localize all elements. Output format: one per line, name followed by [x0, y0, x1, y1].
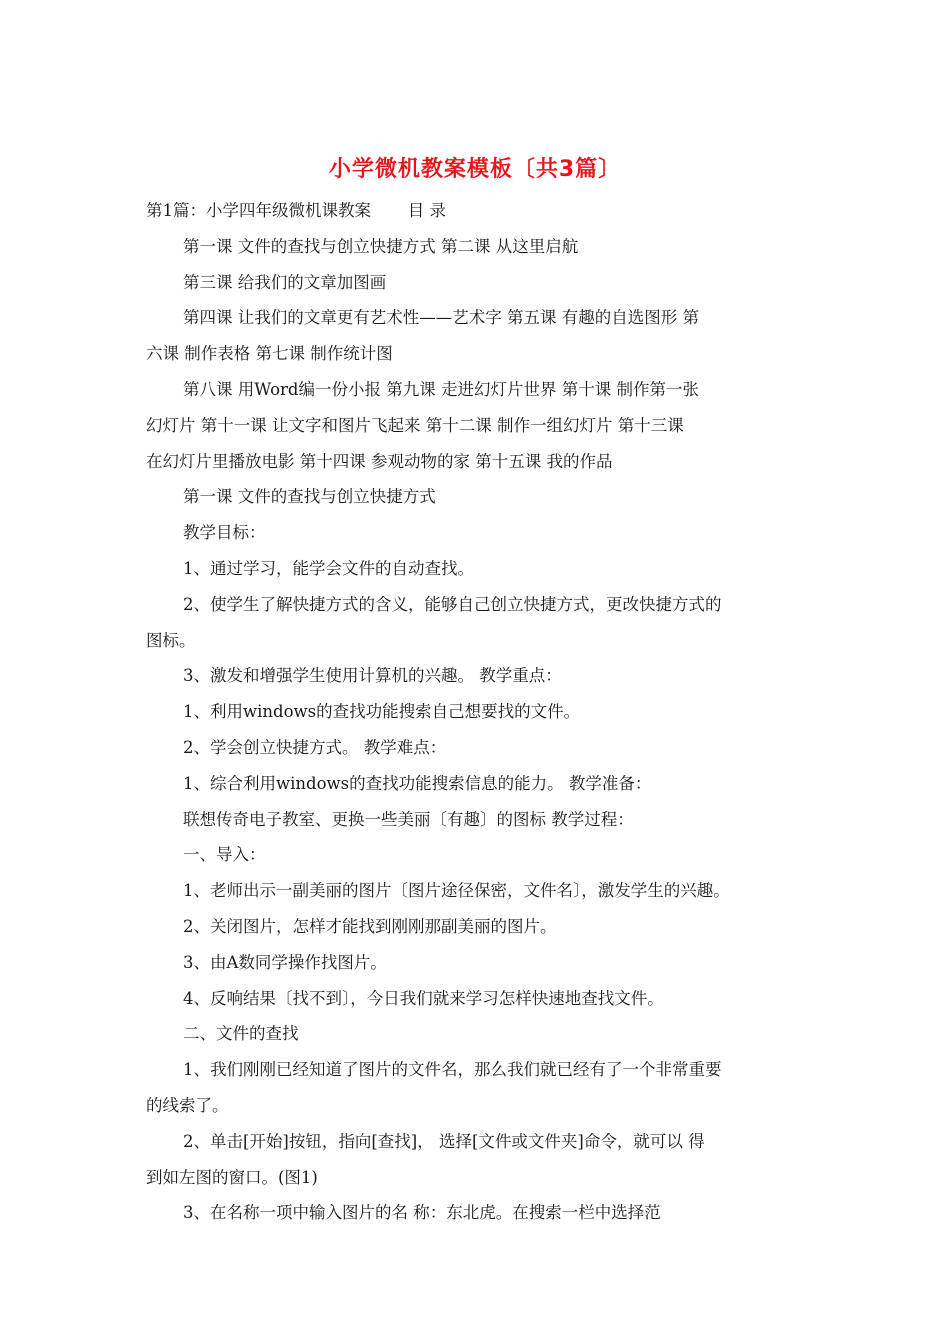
body-line: 1、老师出示一副美丽的图片〔图片途径保密，文件名〕，激发学生的兴趣。	[183, 881, 730, 901]
body-line: 联想传奇电子教室、更换一些美丽〔有趣〕的图标 教学过程：	[183, 809, 634, 829]
body-line: 1、综合利用windows的查找功能搜索信息的能力。 教学准备：	[183, 773, 652, 793]
body-line: 图标。	[146, 630, 196, 650]
body-line: 二、文件的查找	[183, 1024, 299, 1044]
body-line: 3、激发和增强学生使用计算机的兴趣。 教学重点：	[183, 666, 562, 686]
body-line: 3、由A数同学操作找图片。	[183, 952, 387, 972]
body-line: 第八课 用Word编一份小报 第九课 走进幻灯片世界 第十课 制作第一张	[183, 379, 699, 399]
body-line: 幻灯片 第十一课 让文字和图片飞起来 第十二课 制作一组幻灯片 第十三课	[146, 415, 684, 435]
body-line: 到如左图的窗口。(图1)	[146, 1167, 318, 1187]
body-line: 的线索了。	[146, 1095, 229, 1115]
body-line: 2、单击[开始]按钮，指向[查找]， 选择[文件或文件夹]命令，就可以 得	[183, 1131, 705, 1151]
document-title: 小学微机教案模板〔共3篇〕	[328, 157, 622, 182]
body-line: 第一课 文件的查找与创立快捷方式	[183, 487, 436, 507]
document-body	[146, 193, 826, 1231]
body-line: 4、反响结果〔找不到〕，今日我们就来学习怎样快速地查找文件。	[183, 988, 664, 1008]
body-line: 在幻灯片里播放电影 第十四课 参观动物的家 第十五课 我的作品	[146, 451, 613, 471]
body-line: 1、通过学习，能学会文件的自动查找。	[183, 558, 474, 578]
body-line: 2、关闭图片，怎样才能找到刚刚那副美丽的图片。	[183, 916, 557, 936]
body-line: 3、在名称一项中输入图片的名 称：东北虎。在搜索一栏中选择范	[183, 1203, 661, 1223]
body-line: 教学目标：	[183, 523, 266, 543]
body-line: 第三课 给我们的文章加图画	[183, 272, 387, 292]
body-line: 1、我们刚刚已经知道了图片的文件名，那么我们就已经有了一个非常重要	[183, 1060, 722, 1080]
body-line: 2、使学生了解快捷方式的含义，能够自己创立快捷方式，更改快捷方式的	[183, 594, 722, 614]
body-line: 2、学会创立快捷方式。 教学难点：	[183, 737, 447, 757]
body-line: 第1篇：小学四年级微机课教案 目 录	[146, 201, 446, 220]
body-line: 第一课 文件的查找与创立快捷方式 第二课 从这里启航	[183, 236, 579, 256]
body-line: 六课 制作表格 第七课 制作统计图	[146, 344, 393, 364]
body-line: 一、导入：	[183, 845, 266, 865]
body-line: 第四课 让我们的文章更有艺术性——艺术字 第五课 有趣的自选图形 第	[183, 308, 699, 328]
body-line: 1、利用windows的查找功能搜索自己想要找的文件。	[183, 702, 581, 722]
